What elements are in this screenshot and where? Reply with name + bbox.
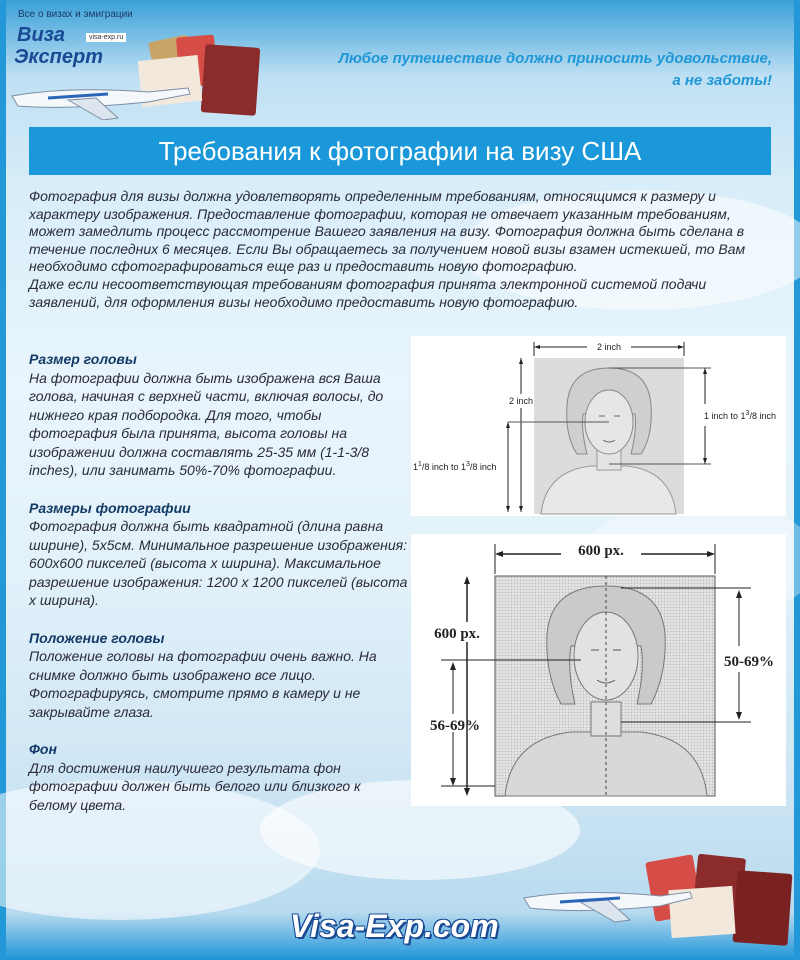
section-heading-head-position: Положение головы — [29, 629, 165, 646]
head-pct-label: 50-69% — [724, 654, 774, 670]
intro-text — [29, 188, 774, 311]
px-width-label: 600 px. — [578, 543, 624, 559]
photo-diagram-pixels — [411, 534, 786, 806]
section-heading-background: Фон — [29, 741, 57, 757]
eye-pct-label: 56-69% — [430, 718, 480, 734]
logo-url[interactable]: visa-exp.ru — [86, 33, 126, 42]
width-label: 2 inch — [596, 342, 622, 352]
airplane-passports-illustration — [8, 30, 278, 120]
px-height-label: 600 px. — [434, 626, 480, 642]
height-label: 2 inch — [508, 396, 534, 406]
head-height-label: 1 inch to $1^3/8$ inch — [704, 410, 776, 421]
logo-text-expert[interactable]: Эксперт — [14, 46, 103, 68]
slogan — [312, 48, 772, 92]
footer-site-url[interactable]: Visa-Exp.com — [290, 908, 499, 944]
intro-paragraph: Даже если несоответствующая требованиям фотография принята электронной системой подачи заявлений, для оформления визы необходимо предоставить новую фотографию. — [29, 275, 707, 310]
eye-height-label: $1^1/8$ inch to $1^3/8$ inch — [413, 461, 497, 472]
airplane-passports-footer-illustration — [520, 848, 800, 960]
page-title: Требования к фотографии на визу США — [158, 135, 642, 166]
section-heading-photo-size: Размеры фотографии — [29, 499, 191, 516]
site-tagline: Все о визах и эмиграции — [18, 9, 133, 20]
title-bar — [29, 127, 771, 175]
photo-diagram-inches — [411, 336, 786, 516]
section-body-head-size: На фотографии должна быть изображена вся Ваша голова, начиная с верхней части, включая волосы, до нижнего края подбородка. Для того, чтобы фотография была принята, высота головы на изображении должна составлять 25-35 мм (1-1-3/8 inches), или занимать 50%-70% фотографии. — [29, 369, 384, 478]
slogan-line-1: Любое путешествие должно приносить удовольствие, — [338, 50, 772, 67]
section-body-background: Для достижения наилучшего результата фон фотографии должен быть белого или близкого к белому цвета. — [29, 759, 361, 813]
section-body-head-position: Положение головы на фотографии очень важно. На снимке должно быть изображено все лицо. Фотографируясь, смотрите прямо в камеру и не закрывайте глаза. — [29, 648, 377, 720]
intro-paragraph: Фотография для визы должна удовлетворять определенным требованиям, относящимся к размеру и характеру изображения. Предоставление фотографии, которая не отвечает указанным требованиям, может замедлить процесс рассмотрение Вашего заявления на визу. Фотография должна быть сделана в течение последних 6 месяцев. Если Вы обращаетесь за получением новой визы взамен истекшей, то Вам необходимо сфотографироваться еще раз и предоставить новую фотографию. — [29, 188, 746, 275]
requirements-list — [29, 350, 409, 833]
diagram-pixels-svg — [411, 534, 786, 806]
section-heading-head-size: Размер головы — [29, 351, 137, 367]
logo-text-visa[interactable]: Виза — [17, 24, 65, 46]
diagram-inches-svg — [411, 336, 786, 516]
section-body-photo-size: Фотография должна быть квадратной (длина равна ширине), 5х5см. Минимальное разрешение изображения: 600х600 пикселей (высота х ширина). Максимальное разрешение изображения: 1200 х 1200 пикселей (высота х ширина). — [29, 518, 408, 608]
slogan-line-2: а не заботы! — [672, 72, 772, 89]
